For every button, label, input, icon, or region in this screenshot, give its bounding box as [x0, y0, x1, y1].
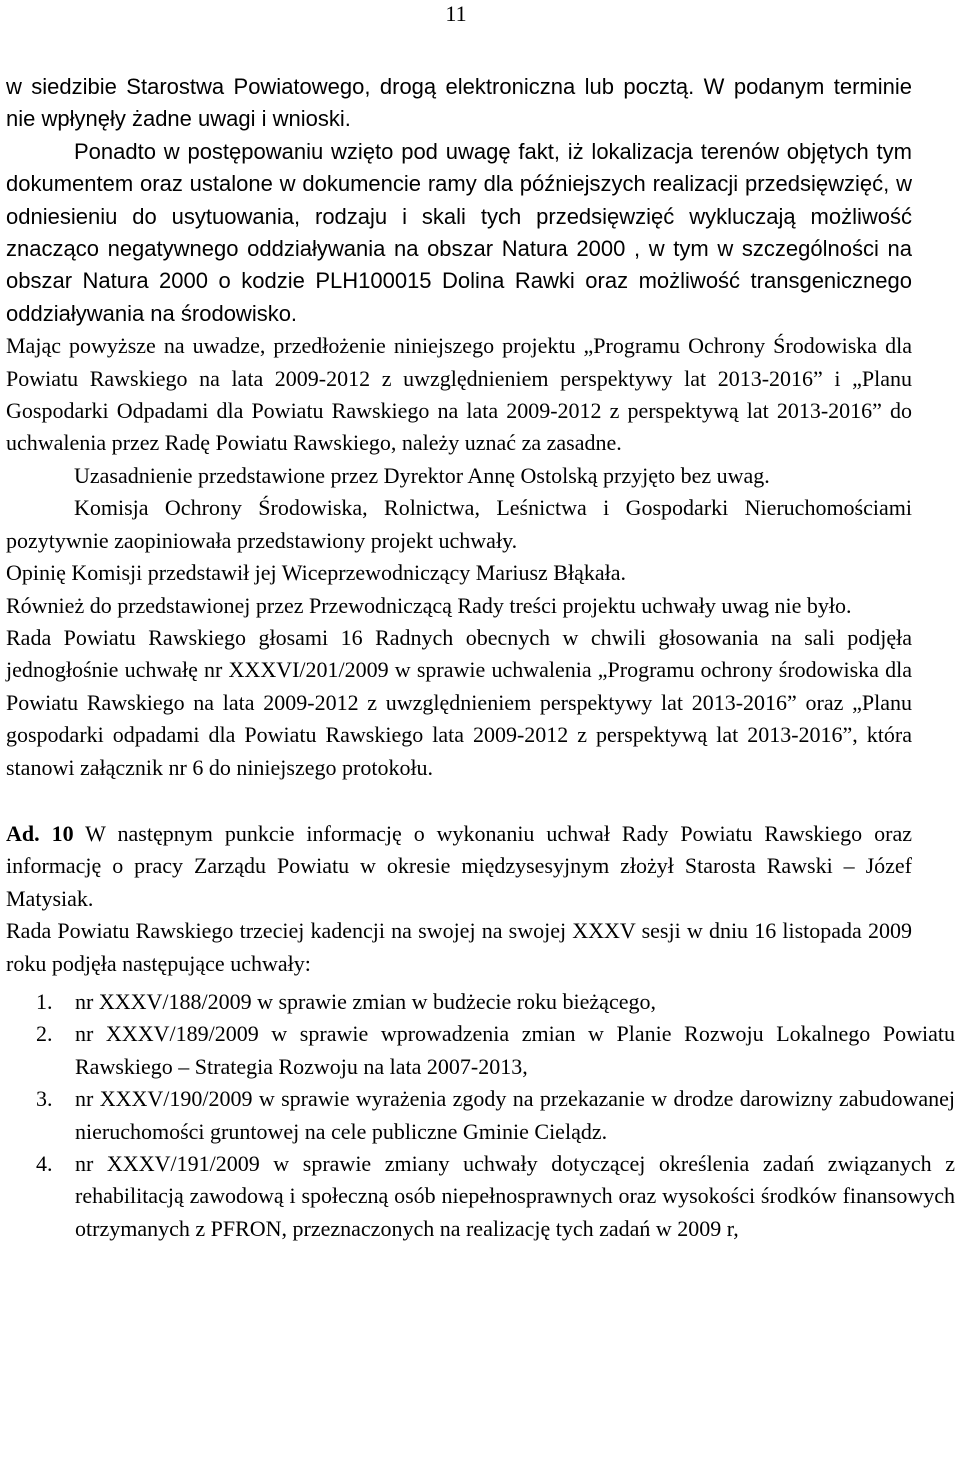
list-item-number: 1. [36, 988, 53, 1014]
paragraph-submission-note: w siedzibie Starostwa Powiatowego, drogą elektroniczna lub pocztą. W podanym terminie nie wpłynęły żadne uwagi i wnioski. [6, 74, 912, 132]
paragraph-justification: Mając powyższe na uwadze, przedłożenie niniejszego projektu „Programu Ochrony Środowiska dla Powiatu Rawskiego na lata 2009-2012 z uwzględnieniem perspektywy lat 2013-2016” i „Planu Gospodarki Odpadami dla Powiatu Rawskiego na lata 2009-2012 z perspektywą lat 2013-2016” do uchwalenia przez Radę Powiatu Rawskiego, należy uznać za zasadne. [6, 333, 912, 456]
page-number: 11 [445, 1, 467, 26]
list-item [6, 1148, 955, 1245]
paragraph-resolution-vote: Rada Powiatu Rawskiego głosami 16 Radnych obecnych w chwili głosowania na sali podjęła jednogłośnie uchwałę nr XXXVI/201/2009 w sprawie uchwalenia „Programu ochrony środowiska dla Powiatu Rawskiego na lata 2009-2012 z uwzględnieniem perspektywy lat 2013-2016” oraz „Planu gospodarki odpadami dla Powiatu Rawskiego lata 2009-2012 z perspektywą lat 2013-2016”, która stanowi załącznik nr 6 do niniejszego protokołu. [6, 624, 912, 780]
paragraph-natura-2000: Ponadto w postępowaniu wzięto pod uwagę fakt, iż lokalizacja terenów objętych tym dokumentem oraz ustalone w dokumencie ramy dla późniejszych realizacji przedsięwzięć, w odniesieniu do usytuowania, rodzaju i skali tych przedsięwzięć wykluczają możliwość znacząco negatywnego oddziaływania na obszar Natura 2000 , w tym w szczególności na obszar Natura 2000 o kodzie PLH100015 Dolina Rawki oraz możliwość transgenicznego oddziaływania na środowisko. [6, 138, 912, 326]
resolution-list [6, 986, 955, 1245]
ad-number: 10 [51, 820, 74, 846]
document-body [6, 71, 955, 1245]
list-item-number: 3. [36, 1086, 53, 1112]
list-item-text: nr XXXV/190/2009 w sprawie wyrażenia zgody na przekazanie w drodze darowizny zabudowanej nieruchomości gruntowej na cele publiczne Gminie Cielądz. [75, 1086, 955, 1144]
list-item-number: 4. [36, 1151, 53, 1176]
list-item [6, 986, 955, 1018]
paragraph-director-justification: Uzasadnienie przedstawione przez Dyrektor Annę Ostolską przyjęto bez uwag. [74, 462, 770, 488]
list-item-text: nr XXXV/191/2009 w sprawie zmiany uchwały dotyczącej określenia zadań związanych z rehabilitacją zawodową i społeczną osób niepełnosprawnych oraz wysokości środków finansowych otrzymanych z PFRON, przeznaczonych na realizację tych zadań w 2009 r, [75, 1151, 955, 1241]
list-item-number: 2. [36, 1021, 53, 1047]
paragraph-vice-chair-opinion: Opinię Komisji przedstawił jej Wiceprzewodniczący Mariusz Błąkała. [6, 560, 626, 586]
list-item-text: nr XXXV/188/2009 w sprawie zmian w budżecie roku bieżącego, [75, 988, 656, 1014]
list-item-text: nr XXXV/189/2009 w sprawie wprowadzenia zmian w Planie Rozwoju Lokalnego Powiatu Rawskiego – Strategia Rozwoju na lata 2007-2013, [75, 1021, 955, 1079]
paragraph-committee-opinion: Komisja Ochrony Środowiska, Rolnictwa, Leśnictwa i Gospodarki Nieruchomościami pozytywnie zaopiniowała przedstawiony projekt uchwały. [6, 495, 912, 553]
paragraph-no-remarks: Również do przedstawionej przez Przewodniczącą Rady treści projektu uchwały uwag nie było. [6, 592, 852, 618]
list-item [6, 1018, 955, 1083]
section-gap [6, 784, 912, 818]
list-item [6, 1083, 955, 1148]
ad-10-text: W następnym punkcie informację o wykonaniu uchwał Rady Powiatu Rawskiego oraz informację o pracy Zarządu Powiatu w okresie międzysesyjnym złożył Starosta Rawski – Józef Matysiak. [6, 820, 912, 911]
ad-label: Ad. [6, 820, 40, 846]
paragraph-ad-10 [6, 818, 912, 915]
paragraph-session-resolutions: Rada Powiatu Rawskiego trzeciej kadencji na swojej na swojej XXXV sesji w dniu 16 listopada 2009 roku podjęła następujące uchwały: [6, 918, 912, 976]
